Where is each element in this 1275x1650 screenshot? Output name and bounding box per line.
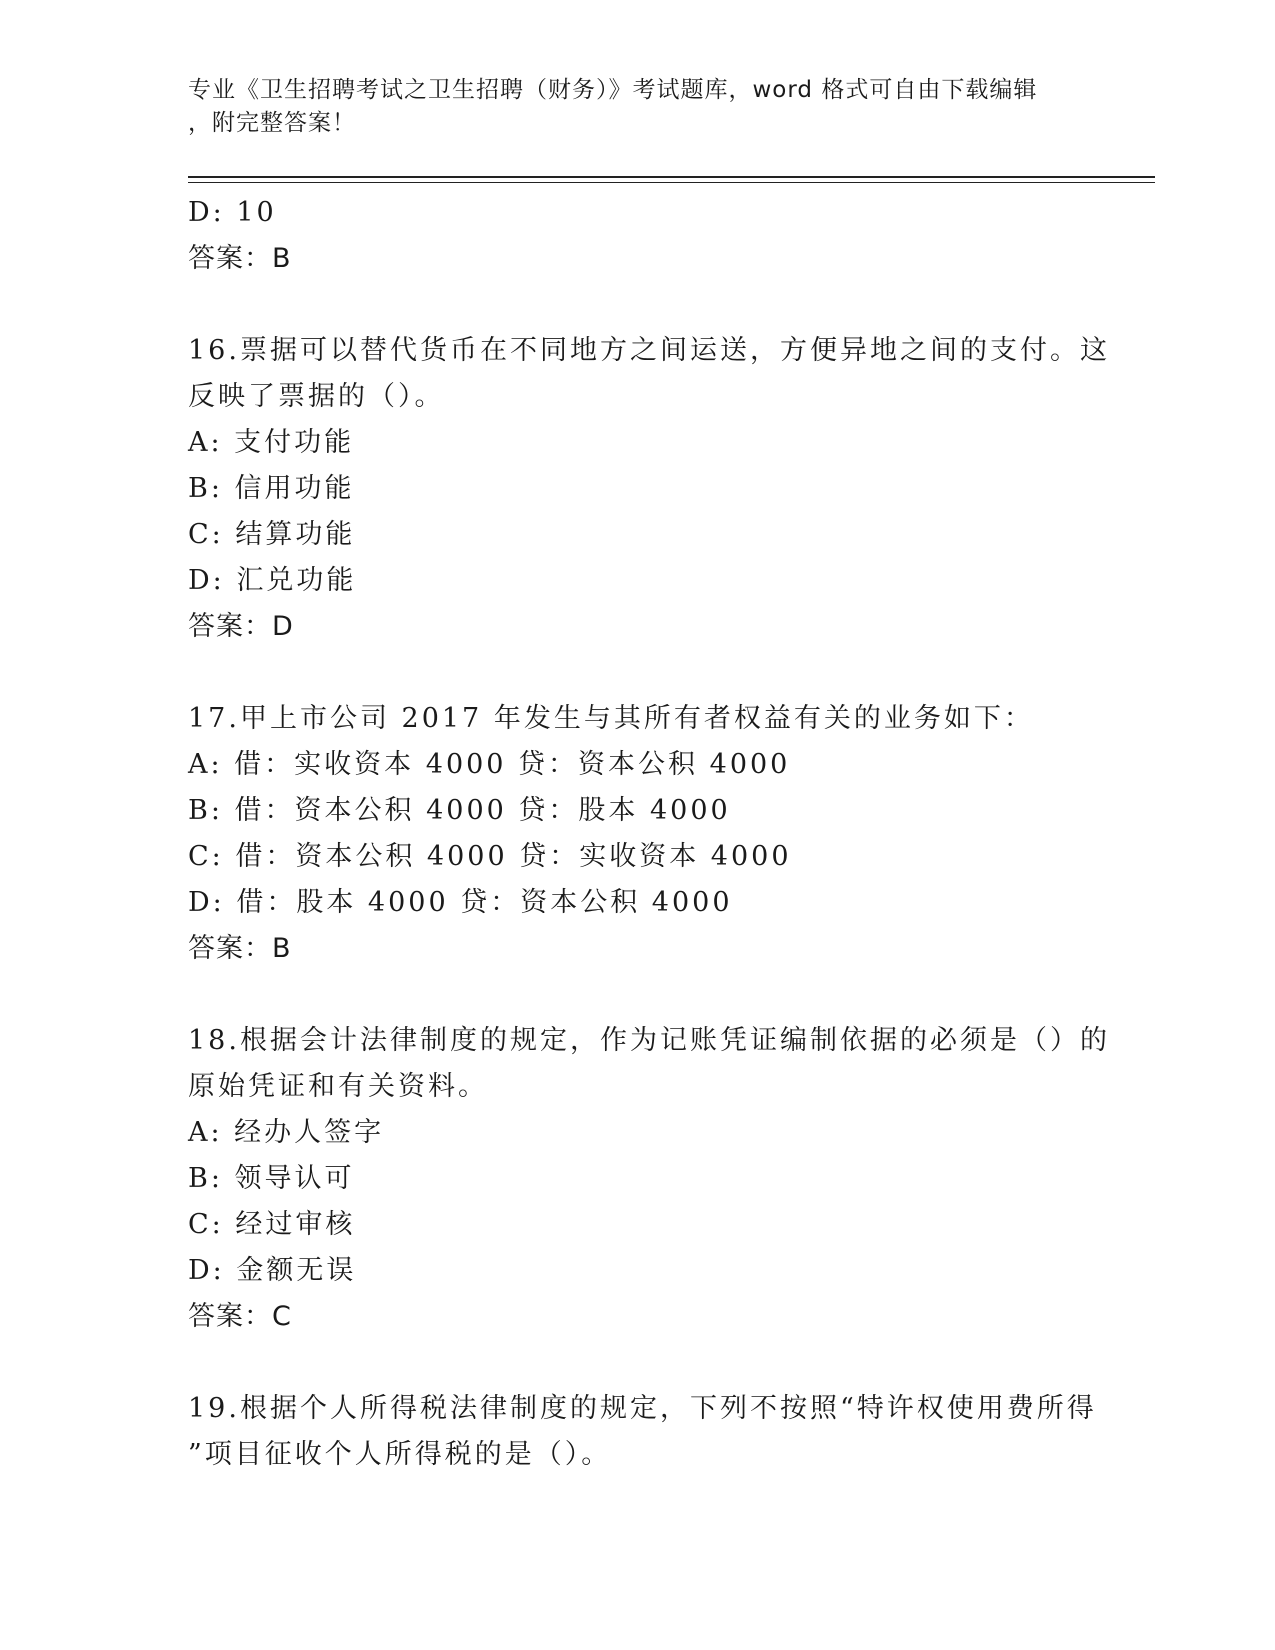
question-18 [188, 1018, 1110, 1340]
question-19 [188, 1386, 1097, 1478]
option-b: B: 领导认可 [188, 1163, 355, 1194]
question-stem-line: 17.甲上市公司 2017 年发生与其所有者权益有关的业务如下： [188, 703, 1034, 734]
answer: 答案：B [188, 933, 292, 964]
question-stem-line: 16.票据可以替代货币在不同地方之间运送，方便异地之间的支付。这 [188, 335, 1110, 366]
option-a: A: 经办人签字 [188, 1117, 385, 1148]
option-d: D: 借：股本 4000 贷：资本公积 4000 [188, 887, 733, 918]
header-text-line-1: 专业《卫生招聘考试之卫生招聘（财务）》考试题库，word 格式可自由下载编辑 [188, 77, 1038, 103]
option-d: D: 金额无误 [188, 1255, 357, 1286]
question-stem-line: 原始凭证和有关资料。 [188, 1071, 488, 1102]
question-stem-line: 19.根据个人所得税法律制度的规定，下列不按照“特许权使用费所得 [188, 1393, 1097, 1424]
answer: 答案：B [188, 243, 292, 274]
document-body [188, 190, 1110, 1478]
header-divider-thick [188, 176, 1155, 178]
question-stem-line: ”项目征收个人所得税的是（）。 [188, 1439, 612, 1470]
answer: 答案：D [188, 611, 294, 642]
question-stem-line: 反映了票据的（）。 [188, 381, 445, 412]
option-c: C: 结算功能 [188, 519, 356, 550]
option-c: C: 借：资本公积 4000 贷：实收资本 4000 [188, 841, 792, 872]
question-stem-line: 18.根据会计法律制度的规定，作为记账凭证编制依据的必须是（）的 [188, 1025, 1110, 1056]
document-header [188, 74, 1088, 140]
header-text-line-2: ，附完整答案！ [188, 110, 356, 136]
option-d: D: 10 [188, 197, 277, 228]
option-c: C: 经过审核 [188, 1209, 356, 1240]
option-b: B: 借：资本公积 4000 贷：股本 4000 [188, 795, 731, 826]
option-b: B: 信用功能 [188, 473, 355, 504]
prev-question-tail [188, 190, 1088, 282]
answer: 答案：C [188, 1301, 292, 1332]
option-d: D: 汇兑功能 [188, 565, 357, 596]
question-16 [188, 328, 1110, 650]
header-divider-thin [188, 182, 1155, 183]
question-17 [188, 696, 1088, 972]
option-a: A: 支付功能 [188, 427, 355, 458]
option-a: A: 借：实收资本 4000 贷：资本公积 4000 [188, 749, 791, 780]
